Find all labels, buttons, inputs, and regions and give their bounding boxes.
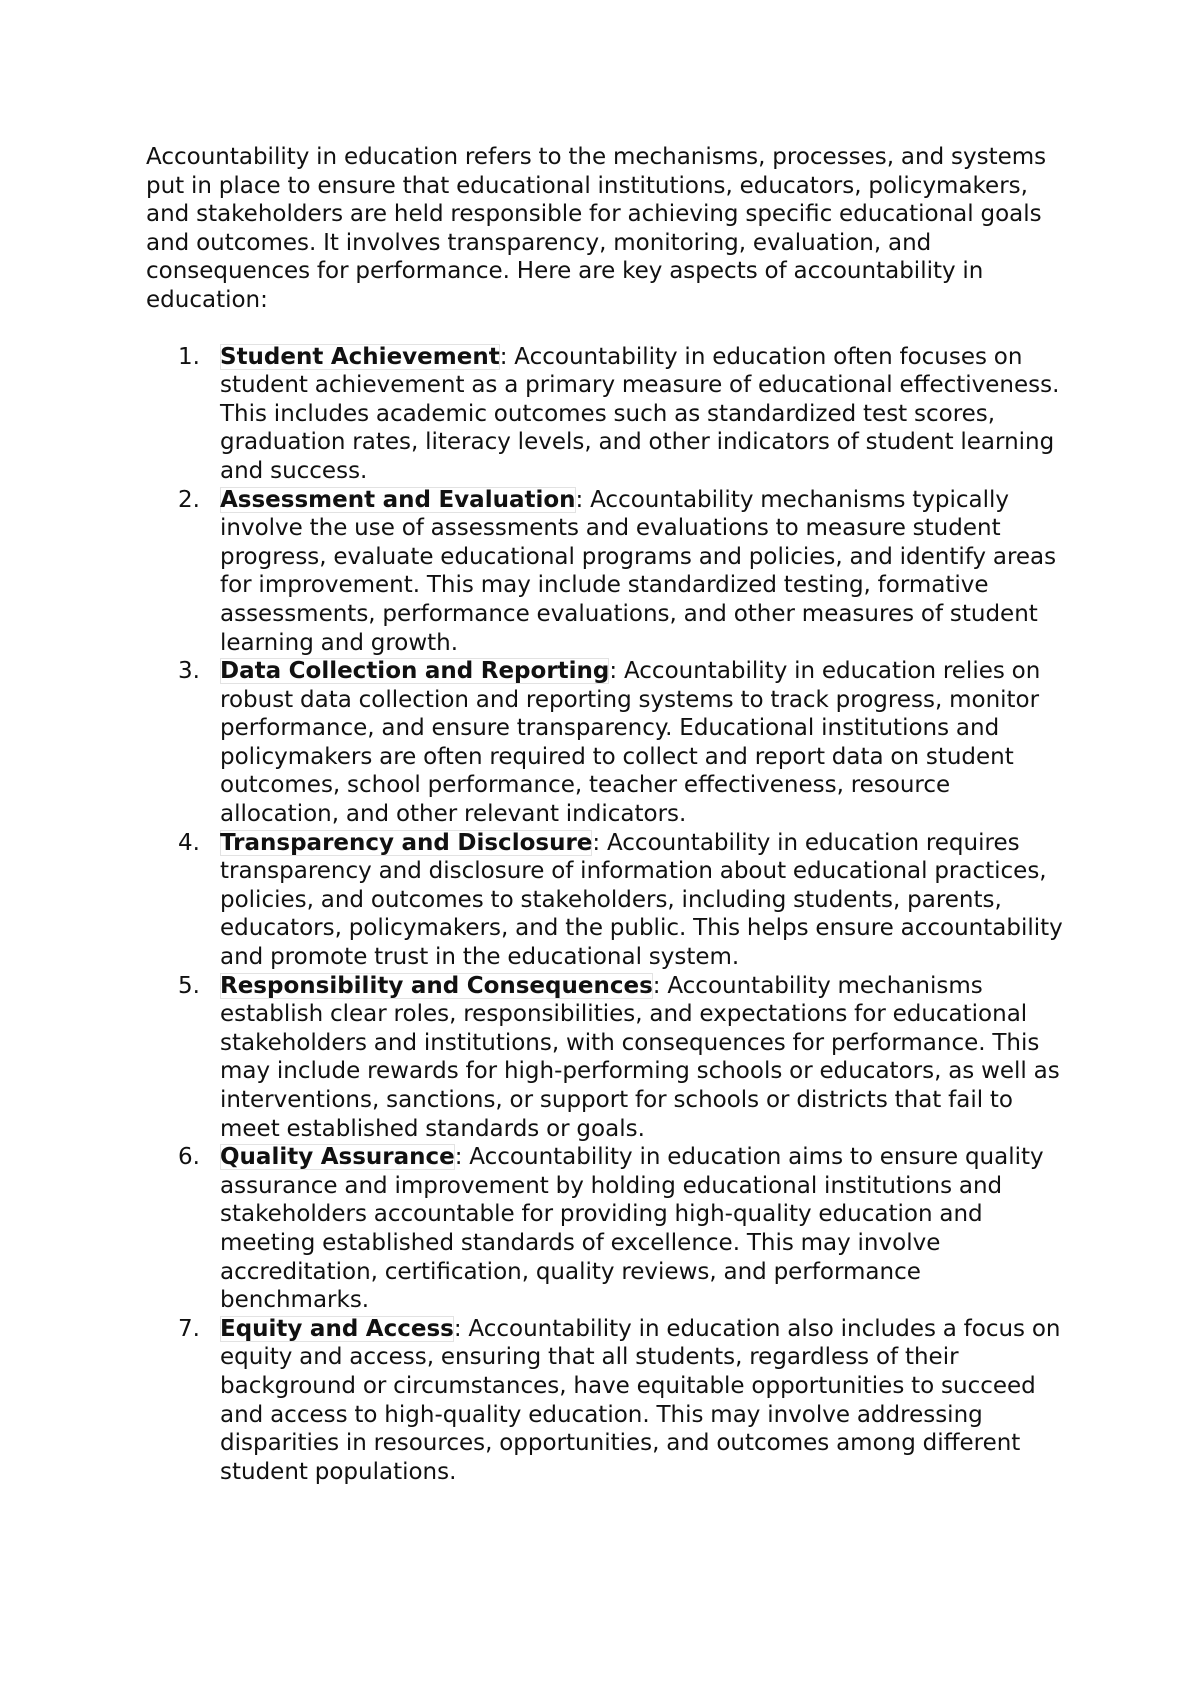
list-item xyxy=(146,972,1066,1144)
item-number: 1. xyxy=(178,343,200,370)
item-term: Data Collection and Reporting xyxy=(220,658,610,685)
item-description: : Accountability in education also includes a focus on equity and access, ensuring that all students, regardless of their background or circumstances, have equitable opportunities to succeed and access to high-quality education. This may involve addressing disparities in resources, opportunities, and outcomes among different student populations. xyxy=(220,1315,1061,1485)
key-aspects-list xyxy=(146,343,1066,1487)
list-item xyxy=(146,1143,1066,1315)
list-item xyxy=(146,1315,1066,1487)
item-term: Transparency and Disclosure xyxy=(220,829,593,856)
item-term: Student Achievement xyxy=(220,343,500,370)
list-item xyxy=(146,829,1066,972)
item-description: : Accountability mechanisms typically involve the use of assessments and evaluations to measure student progress, evaluate educational programs and policies, and identify areas for improvement. This may include standardized testing, formative assessments, performance evaluations, and other measures of student learning and growth. xyxy=(220,486,1057,656)
intro-paragraph: Accountability in education refers to the mechanisms, processes, and systems put in place to ensure that educational institutions, educators, policymakers, and stakeholders are held responsible for achieving specific educational goals and outcomes. It involves transparency, monitoring, evaluation, and consequences for performance. Here are key aspects of accountability in education: xyxy=(146,144,1047,313)
item-number: 7. xyxy=(178,1315,200,1342)
item-term: Responsibility and Consequences xyxy=(220,972,653,999)
list-item xyxy=(146,343,1066,486)
item-number: 4. xyxy=(178,829,200,856)
item-description: : Accountability in education requires transparency and disclosure of information about educational practices, policies, and outcomes to stakeholders, including students, parents, educators, policymakers, and the public. This helps ensure accountability and promote trust in the educational system. xyxy=(220,829,1063,971)
item-description: : Accountability mechanisms establish clear roles, responsibilities, and expectations for educational stakeholders and institutions, with consequences for performance. This may include rewards for high-performing schools or educators, as well as interventions, sanctions, or support for schools or districts that fail to meet established standards or goals. xyxy=(220,972,1060,1142)
document-page xyxy=(146,143,1066,1486)
list-item xyxy=(146,486,1066,658)
item-term: Quality Assurance xyxy=(220,1144,455,1171)
item-number: 3. xyxy=(178,658,200,685)
item-number: 2. xyxy=(178,486,200,513)
item-term: Assessment and Evaluation xyxy=(220,486,576,513)
item-number: 5. xyxy=(178,972,200,999)
item-term: Equity and Access xyxy=(220,1315,454,1342)
item-description: : Accountability in education relies on robust data collection and reporting systems to track progress, monitor performance, and ensure transparency. Educational institutions and policymakers are often required to collect and report data on student outcomes, school performance, teacher effectiveness, resource allocation, and other relevant indicators. xyxy=(220,658,1041,828)
item-number: 6. xyxy=(178,1144,200,1171)
item-description: : Accountability in education aims to ensure quality assurance and improvement by holding educational institutions and stakeholders accountable for providing high-quality education and meeting established standards of excellence. This may involve accreditation, certification, quality reviews, and performance benchmarks. xyxy=(220,1144,1044,1314)
list-item xyxy=(146,657,1066,829)
item-description: : Accountability in education often focuses on student achievement as a primary measure of educational effectiveness. This includes academic outcomes such as standardized test scores, graduation rates, literacy levels, and other indicators of student learning and success. xyxy=(220,343,1060,484)
